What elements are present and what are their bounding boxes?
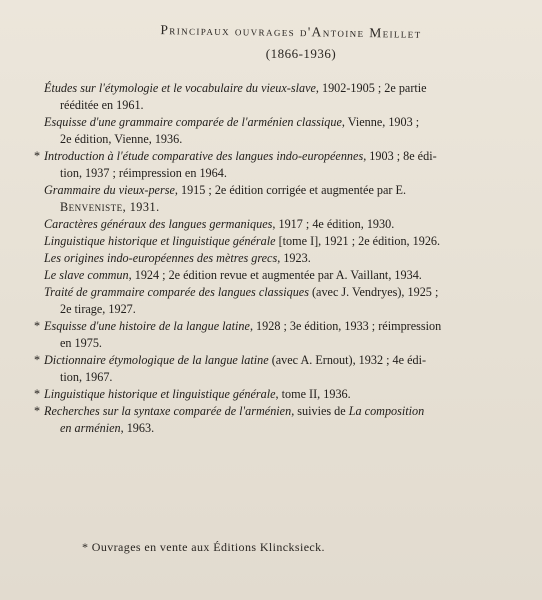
work-line: [44, 284, 524, 301]
work-entry: [44, 216, 524, 233]
work-line: [44, 182, 524, 199]
work-entry: [34, 403, 524, 437]
asterisk-marker: *: [34, 353, 41, 367]
asterisk-marker: *: [34, 319, 41, 333]
work-title-secondary: La composition: [348, 404, 425, 418]
work-line: [44, 403, 524, 420]
work-line: [44, 114, 524, 131]
work-title: Esquisse d'une grammaire comparée de l'arménien classique: [44, 115, 342, 129]
work-entry: [44, 250, 524, 267]
work-entry: [44, 284, 524, 318]
work-title: Dictionnaire étymologique de la langue latine: [44, 353, 269, 367]
work-title-secondary-cont: en arménien: [60, 421, 121, 435]
work-details: , 1924 ; 2e édition revue et augmentée par A. Vaillant, 1934.: [128, 268, 422, 282]
footnote: * Ouvrages en vente aux Éditions Klincksieck.: [82, 540, 325, 554]
work-continuation: [44, 420, 524, 437]
work-details: , suivies de: [291, 404, 349, 418]
work-continuation: rééditée en 1961.: [60, 98, 144, 112]
work-continuation: en 1975.: [60, 336, 102, 350]
work-line: [44, 148, 524, 165]
work-line: [44, 233, 524, 250]
work-title: Les origines indo-européennes des mètres grecs: [44, 251, 278, 265]
work-details: (avec J. Vendryes), 1925 ;: [308, 285, 439, 299]
work-continuation-details: , 1963.: [120, 421, 155, 435]
work-details: , 1923.: [277, 251, 311, 265]
work-title: Linguistique historique et linguistique générale: [44, 234, 276, 248]
work-entry: [44, 233, 524, 250]
work-line: [44, 386, 524, 403]
work-details: , 1915 ; 2e édition corrigée et augmentée par E.: [174, 183, 407, 197]
work-title: Caractères généraux des langues germaniques: [44, 217, 273, 231]
work-line: [44, 267, 524, 284]
heading-dates: (1866-1936): [265, 46, 337, 61]
asterisk-marker: *: [34, 404, 41, 418]
work-title: Études sur l'étymologie et le vocabulaire du vieux-slave: [44, 81, 316, 95]
work-details: , 1928 ; 3e édition, 1933 ; réimpression: [249, 319, 442, 333]
work-continuation: tion, 1937 ; réimpression en 1964.: [60, 166, 227, 180]
work-details: , tome II, 1936.: [275, 387, 351, 401]
work-title: Recherches sur la syntaxe comparée de l'arménien: [44, 404, 292, 418]
page-heading: [0, 24, 542, 62]
work-continuation: 2e tirage, 1927.: [60, 302, 136, 316]
work-entry: [34, 352, 524, 386]
work-entry: [44, 114, 524, 148]
work-entry: [44, 182, 524, 216]
work-details: , 1902-1905 ; 2e partie: [315, 81, 427, 95]
work-title: Linguistique historique et linguistique générale: [44, 387, 276, 401]
work-entry: [34, 148, 524, 182]
work-details: , 1903 ; 8e édi-: [363, 149, 437, 163]
work-entry: [34, 318, 524, 352]
work-details: , Vienne, 1903 ;: [341, 115, 420, 129]
work-line: [44, 352, 524, 369]
work-title: Le slave commun: [44, 268, 129, 282]
work-continuation: Benveniste, 1931.: [60, 200, 160, 214]
work-details: (avec A. Ernout), 1932 ; 4e édi-: [268, 353, 427, 367]
asterisk-marker: *: [34, 387, 41, 401]
asterisk-marker: *: [34, 149, 41, 163]
work-line: [44, 80, 524, 97]
work-title: Introduction à l'étude comparative des langues indo-européennes: [44, 149, 364, 163]
work-entry: [34, 386, 524, 403]
work-continuation: 2e édition, Vienne, 1936.: [60, 132, 183, 146]
work-line: [44, 250, 524, 267]
heading-title: Principaux ouvrages d'Antoine Meillet: [160, 22, 422, 41]
work-title: Grammaire du vieux-perse: [44, 183, 175, 197]
work-line: [44, 318, 524, 335]
work-details: [tome I], 1921 ; 2e édition, 1926.: [275, 234, 441, 248]
work-entry: [44, 267, 524, 284]
work-continuation: tion, 1967.: [60, 370, 113, 384]
work-title: Esquisse d'une histoire de la langue latine: [44, 319, 250, 333]
works-list: [34, 80, 524, 437]
work-entry: [44, 80, 524, 114]
work-title: Traité de grammaire comparée des langues classiques: [44, 285, 309, 299]
work-line: [44, 216, 524, 233]
work-details: , 1917 ; 4e édition, 1930.: [272, 217, 395, 231]
